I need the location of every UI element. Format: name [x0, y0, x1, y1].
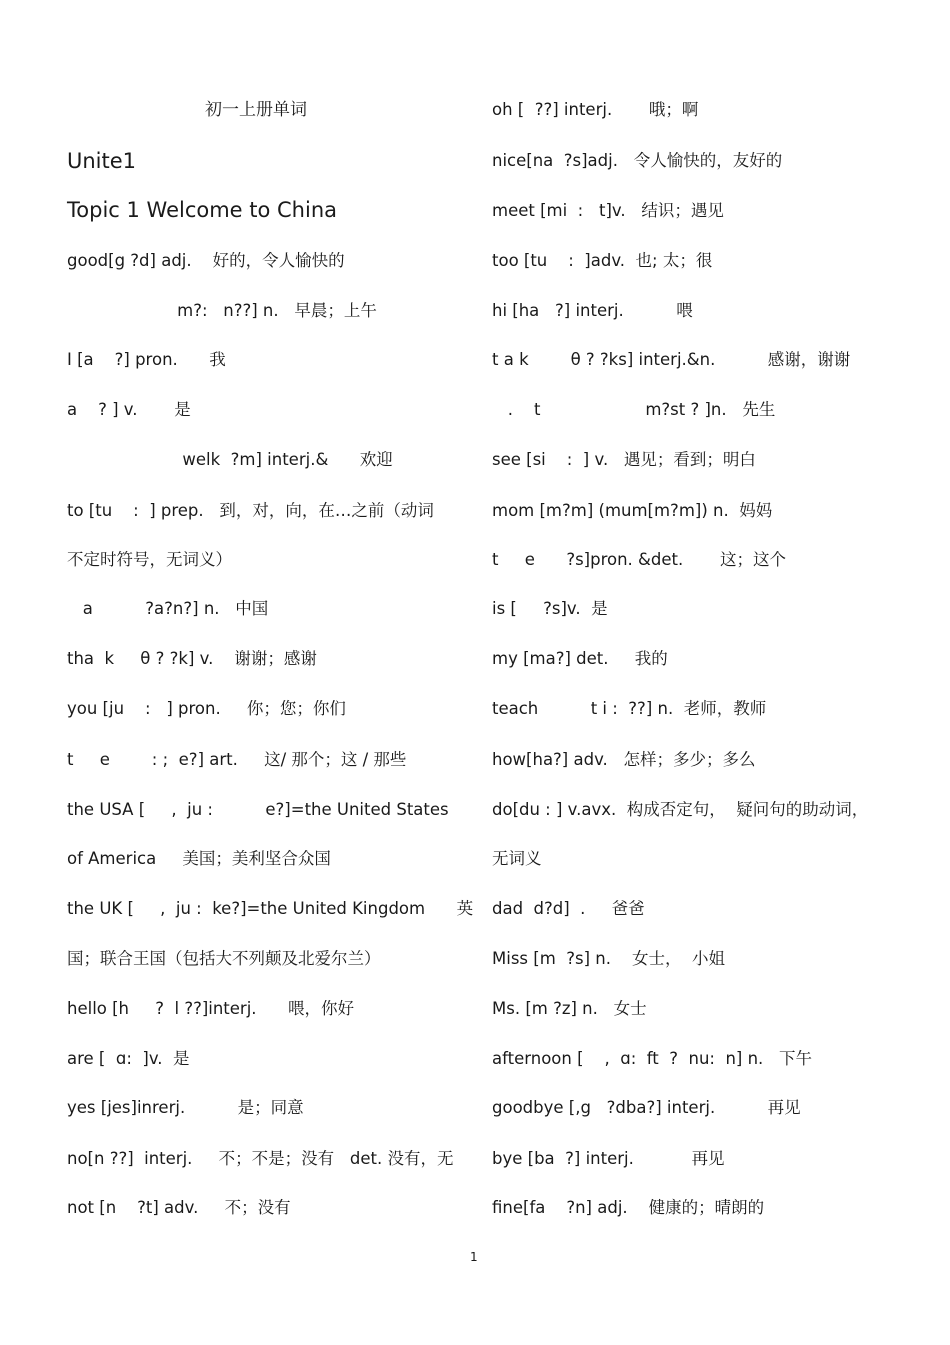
vocab-entry: m?: n??] n. 早晨；上午	[67, 301, 377, 320]
vocab-entry: a ? ] v. 是	[67, 400, 191, 419]
vocab-entry: Miss [m ?s] n. 女士， 小姐	[492, 949, 725, 968]
vocab-entry: hi [ha ?] interj. 喂	[492, 301, 693, 320]
vocab-entry: meet [mi : t]v. 结识；遇见	[492, 201, 724, 220]
vocab-entry: not [n ?t] adv. 不；没有	[67, 1198, 291, 1217]
vocab-entry: a ?a?n?] n. 中国	[67, 599, 269, 618]
topic-heading: Topic 1 Welcome to China	[67, 198, 338, 222]
vocab-entry: hello [h ? l ??]interj. 喂，你好	[67, 999, 355, 1018]
vocab-entry: yes [jes]inrerj. 是；同意	[67, 1098, 304, 1117]
document-title: 初一上册单词	[205, 100, 307, 120]
vocab-entry: goodbye [,g ?dba?] interj. 再见	[492, 1098, 801, 1117]
vocab-entry: mom [m?m] (mum[m?m]) n. 妈妈	[492, 501, 773, 520]
vocab-entry: good[g ?d] adj. 好的，令人愉快的	[67, 251, 345, 270]
vocab-entry: . t m?st ? ]n. 先生	[492, 400, 776, 419]
vocab-entry: you [ju : ] pron. 你；您；你们	[67, 699, 346, 718]
vocab-entry: bye [ba ?] interj. 再见	[492, 1149, 725, 1168]
vocab-entry: t e ?s]pron. &det. 这；这个	[492, 550, 786, 569]
vocab-entry: to [tu : ] prep. 到，对，向，在…之前（动词	[67, 501, 434, 520]
vocab-entry: Ms. [m ?z] n. 女士	[492, 999, 647, 1018]
vocab-entry: nice[na ?s]adj. 令人愉快的，友好的	[492, 151, 783, 170]
vocab-entry: how[ha?] adv. 怎样；多少；多么	[492, 750, 756, 769]
unit-heading: Unite1	[67, 149, 137, 173]
vocab-entry: the UK [ , ju : ke?]=the United Kingdom 英	[67, 899, 474, 918]
vocab-entry: tha k θ ? ?k] v. 谢谢；感谢	[67, 649, 317, 668]
vocab-entry: afternoon [ , ɑ: ft ? nu: n] n. 下午	[492, 1049, 813, 1068]
vocab-entry: the USA [ , ju : e?]=the United States	[67, 800, 449, 819]
vocab-entry: t e : ; e?] art. 这/ 那个；这 / 那些	[67, 750, 407, 769]
vocab-entry: teach t i : ??] n. 老师，教师	[492, 699, 767, 718]
vocab-entry-continued: 不定时符号，无词义）	[67, 550, 232, 569]
vocab-entry: is [ ?s]v. 是	[492, 599, 608, 618]
vocab-entry: I [a ?] pron. 我	[67, 350, 226, 369]
vocab-entry-continued: of America 美国；美利坚合众国	[67, 849, 331, 868]
vocab-entry: see [si : ] v. 遇见；看到；明白	[492, 450, 756, 469]
vocab-entry: fine[fa ?n] adj. 健康的；晴朗的	[492, 1198, 765, 1217]
vocab-entry: do[du : ] v.avx. 构成否定句， 疑问句的助动词，	[492, 800, 869, 819]
vocab-entry: welk ?m] interj.& 欢迎	[67, 450, 393, 469]
vocab-entry-continued: 无词义	[492, 849, 542, 868]
vocab-entry: are [ ɑ: ]v. 是	[67, 1049, 190, 1068]
vocab-entry: dad d?d] . 爸爸	[492, 899, 645, 918]
vocab-entry: oh [ ??] interj. 哦；啊	[492, 100, 699, 119]
vocab-entry: my [ma?] det. 我的	[492, 649, 668, 668]
vocab-entry: t a k θ ? ?ks] interj.&n. 感谢，谢谢	[492, 350, 851, 369]
vocab-entry: too [tu : ]adv. 也; 太；很	[492, 251, 713, 270]
vocab-entry: no[n ??] interj. 不；不是；没有 det. 没有，无	[67, 1149, 454, 1168]
vocab-entry-continued: 国；联合王国（包括大不列颠及北爱尔兰）	[67, 949, 381, 968]
page-number: 1	[470, 1250, 478, 1264]
